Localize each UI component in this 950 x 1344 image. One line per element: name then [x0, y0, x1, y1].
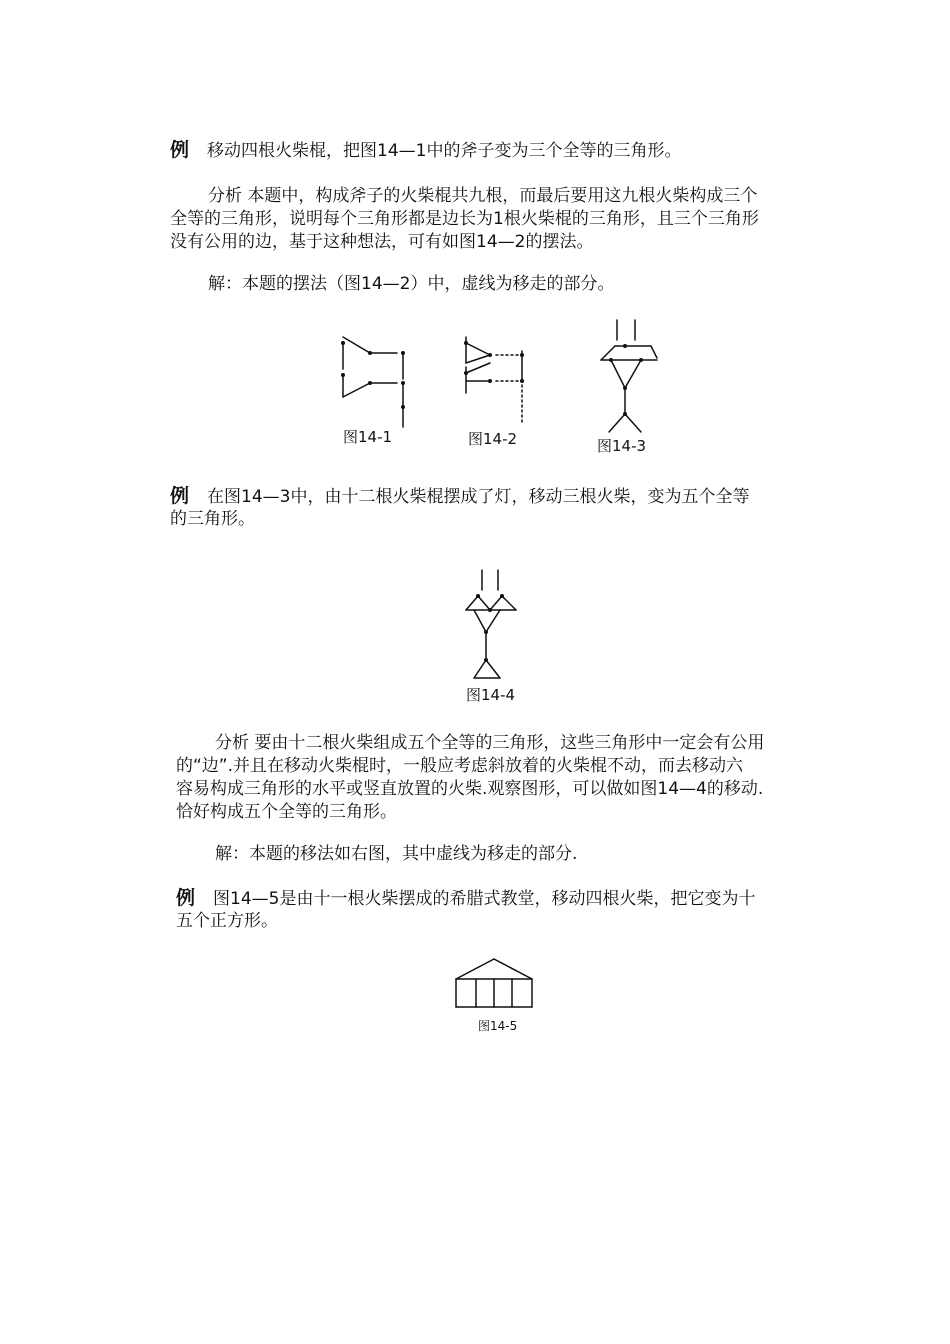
example2-line-1 [170, 484, 749, 509]
example1-solution: 解：本题的摆法（图14—2）中，虚线为移走的部分。 [208, 274, 615, 294]
example1-question: 移动四根火柴棍，把图14—1中的斧子变为三个全等的三角形。 [207, 141, 682, 161]
match [343, 383, 370, 397]
example2-analysis-3: 容易构成三角形的水平或竖直放置的火柴.观察图形，可以做如图14—4的移动. [176, 779, 764, 799]
match [466, 355, 490, 363]
figure-14-4 [460, 568, 530, 683]
match [486, 610, 500, 632]
match [611, 360, 625, 388]
figure-14-3-caption: 图14-3 [597, 437, 647, 455]
match [494, 959, 532, 979]
match [625, 414, 641, 432]
match [466, 343, 490, 355]
match [490, 596, 502, 610]
example2-solution: 解：本题的移法如右图，其中虚线为移走的部分. [215, 844, 578, 864]
match [486, 660, 500, 678]
example3-question: 图14—5是由十一根火柴摆成的希腊式教堂，移动四根火柴，把它变为十 [213, 889, 756, 909]
figure-14-2 [460, 333, 540, 428]
match [456, 959, 494, 979]
example3-line-2: 五个正方形。 [176, 911, 278, 931]
example2-question: 在图14—3中，由十二根火柴棍摆成了灯，移动三根火柴，变为五个全等 [207, 487, 750, 507]
match [474, 660, 486, 678]
example2-analysis-1: 分析 要由十二根火柴组成五个全等的三角形，这些三角形中一定会有公用 [215, 733, 765, 753]
example-label: 例 [170, 485, 190, 507]
figure-14-5-caption: 图14-5 [478, 1019, 518, 1033]
example1-line [170, 138, 681, 163]
match [474, 610, 486, 632]
example2-analysis-4: 恰好构成五个全等的三角形。 [176, 802, 397, 822]
match [502, 596, 516, 610]
match [601, 346, 615, 360]
match [466, 363, 490, 373]
match [625, 360, 641, 388]
match [343, 337, 370, 353]
match [651, 346, 657, 358]
match [466, 596, 478, 610]
example2-line-2: 的三角形。 [170, 509, 255, 529]
example-label: 例 [170, 139, 190, 161]
figure-14-1-axe [335, 335, 415, 425]
figure-14-5-temple [452, 955, 537, 1015]
example1-analysis-1: 分析 本题中，构成斧子的火柴棍共九根，而最后要用这九根火柴构成三个 [208, 186, 758, 206]
example-label: 例 [176, 887, 196, 909]
example1-analysis-3: 没有公用的边，基于这种想法，可有如图14—2的摆法。 [170, 232, 594, 252]
match [478, 596, 490, 610]
example3-line-1 [176, 886, 755, 911]
example2-analysis-2: 的“边”.并且在移动火柴棍时，一般应考虑斜放着的火柴棍不动，而去移动六 [176, 756, 744, 776]
figure-14-2-caption: 图14-2 [468, 430, 518, 448]
figure-14-1-caption: 图14-1 [343, 428, 393, 446]
match [609, 414, 625, 432]
figure-14-3-lamp [595, 318, 665, 438]
example1-analysis-2: 全等的三角形，说明每个三角形都是边长为1根火柴棍的三角形，且三个三角形 [170, 209, 759, 229]
figure-14-4-caption: 图14-4 [466, 686, 516, 704]
